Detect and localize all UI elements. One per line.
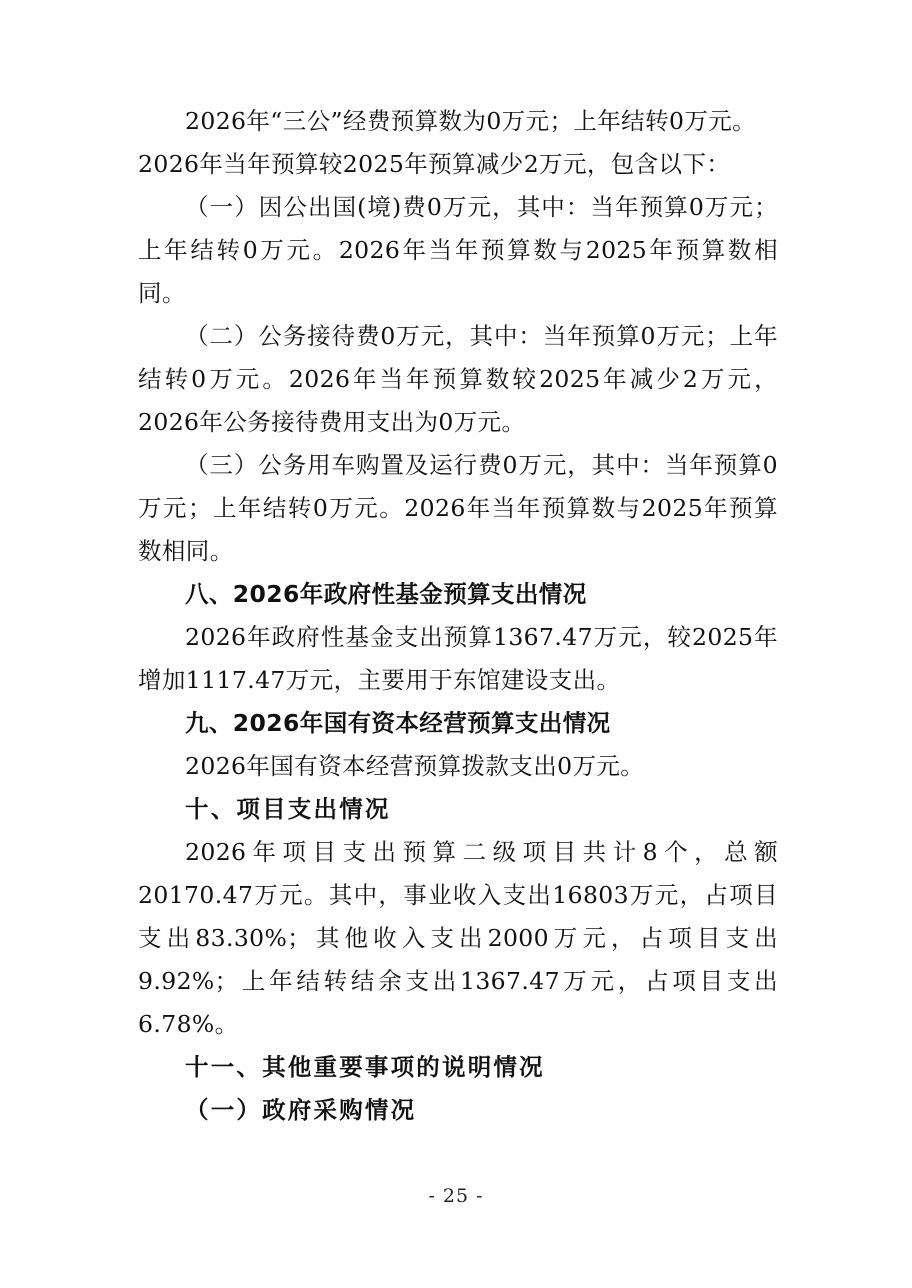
paragraph-item-one: （一）因公出国(境)费0万元，其中：当年预算0万元；上年结转0万元。2026年当年预算数与2025年预算数相同。 — [138, 193, 778, 307]
paragraph-section-eight-body: 2026年政府性基金支出预算1367.47万元，较2025年增加1117.47万元，主要用于东馆建设支出。 — [138, 623, 778, 694]
paragraph-sangong-intro: 2026年“三公”经费预算数为0万元；上年结转0万元。 — [185, 107, 757, 135]
paragraph-item-two: （二）公务接待费0万元，其中：当年预算0万元；上年结转0万元。2026年当年预算数较2025年减少2万元，2026年公务接待费用支出为0万元。 — [138, 322, 778, 436]
page-number: - 25 - — [428, 1185, 484, 1207]
heading-section-eight: 八、2026年政府性基金预算支出情况 — [185, 580, 587, 608]
heading-section-nine: 九、2026年国有资本经营预算支出情况 — [185, 709, 611, 737]
paragraph-sangong-change: 2026年当年预算较2025年预算减少2万元，包含以下： — [138, 150, 731, 178]
heading-subsection-one: （一）政府采购情况 — [185, 1096, 417, 1124]
paragraph-item-three: （三）公务用车购置及运行费0万元，其中：当年预算0万元；上年结转0万元。2026年当年预算数与2025年预算数相同。 — [138, 451, 778, 565]
page-content — [138, 100, 778, 1132]
heading-section-ten: 十、项目支出情况 — [185, 795, 391, 823]
paragraph-section-nine-body: 2026年国有资本经营预算拨款支出0万元。 — [185, 752, 645, 780]
paragraph-section-ten-body: 2026年项目支出预算二级项目共计8个，总额20170.47万元。其中，事业收入支出16803万元，占项目支出83.30%；其他收入支出2000万元，占项目支出9.92%；上年结转结余支出1367.47万元，占项目支出6.78%。 — [138, 838, 778, 1038]
heading-section-eleven: 十一、其他重要事项的说明情况 — [185, 1053, 545, 1081]
